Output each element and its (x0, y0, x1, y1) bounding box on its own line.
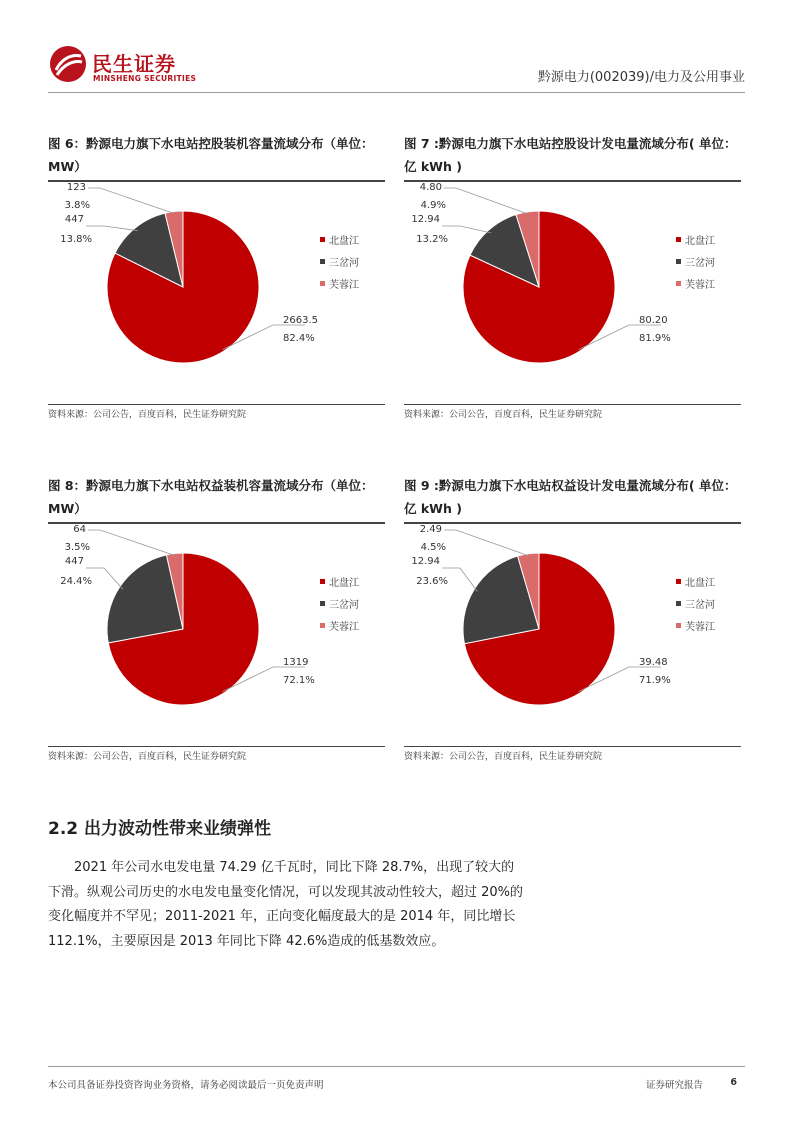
leader-line (86, 226, 138, 231)
figure-9 (404, 474, 741, 763)
legend-swatch (320, 623, 325, 628)
legend-swatch (676, 601, 681, 606)
figure-8 (48, 474, 385, 763)
leader-line (444, 188, 528, 214)
percent-label: 4.5% (420, 542, 446, 553)
pie-chart-container (48, 182, 385, 404)
percent-label: 82.4% (283, 333, 315, 344)
legend-label: 三岔河 (685, 257, 715, 269)
section-paragraph: 2021 年公司水电发电量 74.29 亿千瓦时，同比下降 28.7%，出现了较大的下滑。纵观公司历史的水电发电量变化情况，可以发现其波动性较大，超过 20%的变化幅度并不罕见；2011-2021 年，正向变化幅度最大的是 2014 年，同比增长 112.1%，主要原因是 2013 年同比下降 42.6%造成的低基数效应。 (48, 860, 524, 949)
legend-label: 芙蓉江 (685, 621, 715, 633)
legend-swatch (676, 623, 681, 628)
section-heading: 2.2 出力波动性带来业绩弹性 (48, 819, 272, 839)
value-label: 4.80 (419, 182, 442, 193)
percent-label: 3.5% (64, 542, 90, 553)
legend-label: 北盘江 (685, 235, 715, 247)
chart-legend (676, 228, 715, 294)
percent-label: 13.8% (60, 234, 92, 245)
legend-item-sanchahe (676, 250, 715, 272)
logo-text-cn: 民生证券 (92, 52, 176, 76)
figure-title: 图 6：黔源电力旗下水电站控股装机容量流域分布（单位：MW） (48, 132, 385, 182)
figure-source: 资料来源：公司公告，百度百科，民生证券研究院 (404, 404, 741, 421)
legend-swatch (676, 281, 681, 286)
value-label: 64 (73, 524, 86, 535)
value-label: 2.49 (419, 524, 442, 535)
footer-report-type: 证券研究报告 (645, 1080, 703, 1091)
figure-source: 资料来源：公司公告，百度百科，民生证券研究院 (48, 404, 385, 421)
legend-item-furongjiang (320, 272, 359, 294)
value-label: 2663.5 (283, 315, 318, 326)
legend-item-furongjiang (676, 614, 715, 636)
legend-swatch (320, 259, 325, 264)
percent-label: 24.4% (60, 576, 92, 587)
logo-text-en: MINSHENG SECURITIES (93, 74, 197, 83)
company-logo (48, 44, 248, 88)
leader-line (444, 530, 528, 556)
percent-label: 71.9% (639, 675, 671, 686)
legend-label: 芙蓉江 (329, 621, 359, 633)
legend-label: 三岔河 (685, 599, 715, 611)
leader-line (88, 188, 174, 214)
legend-item-sanchahe (676, 592, 715, 614)
value-label: 123 (66, 182, 86, 193)
leader-line (88, 530, 175, 555)
percent-label: 13.2% (416, 234, 448, 245)
footer-disclaimer: 本公司具备证券投资咨询业务资格，请务必阅读最后一页免责声明 (48, 1080, 324, 1091)
percent-label: 81.9% (639, 333, 671, 344)
legend-item-furongjiang (320, 614, 359, 636)
legend-item-beipanjiang (676, 228, 715, 250)
figure-source: 资料来源：公司公告，百度百科，民生证券研究院 (48, 746, 385, 763)
figure-title: 图 9 :黔源电力旗下水电站权益设计发电量流域分布( 单位：亿 kWh ) (404, 474, 741, 524)
legend-swatch (320, 579, 325, 584)
legend-label: 北盘江 (329, 235, 359, 247)
legend-label: 芙蓉江 (329, 279, 359, 291)
legend-swatch (320, 281, 325, 286)
percent-label: 72.1% (283, 675, 315, 686)
legend-swatch (320, 237, 325, 242)
legend-swatch (676, 259, 681, 264)
legend-item-sanchahe (320, 592, 359, 614)
value-label: 1319 (283, 657, 309, 668)
page-header (48, 40, 745, 93)
legend-label: 芙蓉江 (685, 279, 715, 291)
legend-label: 三岔河 (329, 599, 359, 611)
chart-legend (320, 570, 359, 636)
percent-label: 23.6% (416, 576, 448, 587)
leader-line (442, 226, 491, 233)
legend-item-beipanjiang (320, 570, 359, 592)
value-label: 447 (64, 556, 84, 567)
pie-chart-container (404, 182, 741, 404)
legend-item-beipanjiang (676, 570, 715, 592)
figure-6 (48, 132, 385, 421)
value-label: 12.94 (411, 214, 440, 225)
value-label: 39.48 (639, 657, 668, 668)
figure-7 (404, 132, 741, 421)
pie-chart-container (48, 524, 385, 746)
legend-label: 北盘江 (685, 577, 715, 589)
legend-label: 三岔河 (329, 257, 359, 269)
chart-legend (320, 228, 359, 294)
legend-swatch (676, 579, 681, 584)
legend-label: 北盘江 (329, 577, 359, 589)
minsheng-logo-icon (48, 44, 88, 84)
legend-swatch (676, 237, 681, 242)
value-label: 80.20 (639, 315, 668, 326)
figure-title: 图 8：黔源电力旗下水电站权益装机容量流域分布（单位：MW） (48, 474, 385, 524)
percent-label: 3.8% (64, 200, 90, 211)
document-title: 黔源电力(002039)/电力及公用事业 (537, 70, 745, 85)
legend-item-sanchahe (320, 250, 359, 272)
legend-swatch (320, 601, 325, 606)
legend-item-beipanjiang (320, 228, 359, 250)
pie-chart-container (404, 524, 741, 746)
value-label: 12.94 (411, 556, 440, 567)
value-label: 447 (64, 214, 84, 225)
figure-source: 资料来源：公司公告，百度百科，民生证券研究院 (404, 746, 741, 763)
legend-item-furongjiang (676, 272, 715, 294)
page-footer (48, 1066, 745, 1097)
figure-title: 图 7 :黔源电力旗下水电站控股设计发电量流域分布( 单位：亿 kWh ) (404, 132, 741, 182)
percent-label: 4.9% (420, 200, 446, 211)
page-number: 6 (730, 1077, 737, 1088)
chart-legend (676, 570, 715, 636)
